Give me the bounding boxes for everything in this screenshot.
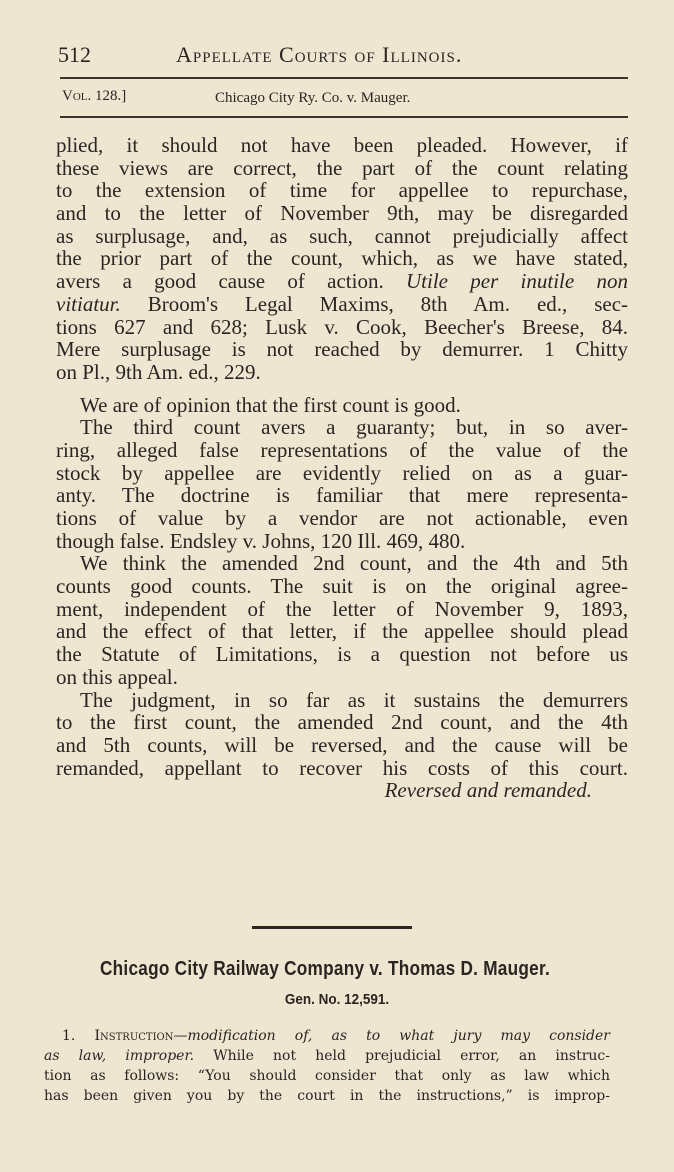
latin-maxim: Utile per inutile non [406,269,628,294]
running-title: Appellate Courts of Illinois. [176,42,463,67]
text-line: and to the letter of November 9th, may be disregarded [56,201,628,226]
text-line: We think the amended 2nd count, and the 4th and 5th [80,551,628,576]
latin-maxim-end: vitiatur. [56,291,121,316]
opinion-text [56,134,628,802]
text-line: and 5th counts, will be reversed, and the cause will be [56,732,628,757]
text-line: the prior part of the count, which, as we have stated, [56,246,628,271]
text-line: on this appeal. [56,664,178,689]
text-line: tions of value by a vendor are not actionable, even [56,506,628,530]
section-divider [252,926,412,929]
headnote-text: While not held prejudicial error, an instruc- [213,1048,610,1064]
headnote-line: has been given you by the court in the instructions,” is improp- [44,1088,610,1104]
text-line: ment, independent of the letter of November 9, 1893, [56,596,628,621]
text-line: remanded, appellant to recover his costs of this court. [56,755,628,780]
disposition: Reversed and remanded. [384,778,592,803]
text-line: stock by appellee are evidently relied on as a guar- [56,460,628,485]
case-title: Chicago City Railway Company v. Thomas D. Mauger. [99,958,551,980]
text-line: though false. Endsley v. Johns, 120 Ill. 469, 480. [56,528,466,553]
text-line: ring, alleged false representations of the value of the [56,437,628,462]
headnote-subtopic-end: as law, improper. [44,1048,195,1064]
text-fragment: avers a good cause of action. [56,269,384,294]
text-line: counts good counts. The suit is on the original agree- [56,574,628,599]
headnote-line: tion as follows: “You should consider that only as law which [44,1068,610,1084]
text-fragment: Broom's Legal Maxims, 8th Am. ed., sec- [147,291,629,316]
headnote-subtopic: —modification of, as to what jury may consider [173,1028,610,1044]
text-line: tions 627 and 628; Lusk v. Cook, Beecher's Breese, 84. [56,314,628,339]
headnote [44,1026,610,1106]
text-line [56,293,628,316]
general-number: Gen. No. 12,591. [284,991,390,1008]
text-line: these views are correct, the part of the count relating [56,155,628,180]
page-number: 512 [58,42,91,67]
header-rule-bottom [60,116,628,118]
headnote-number: 1. [62,1028,76,1044]
text-line: The third count avers a guaranty; but, in so aver- [80,415,628,440]
text-line: Mere surplusage is not reached by demurrer. 1 Chitty [56,337,628,362]
text-line: The judgment, in so far as it sustains the demurrers [80,687,628,712]
text-line: as surplusage, and, as such, cannot prejudicially affect [56,223,628,248]
text-line: on Pl., 9th Am. ed., 229. [56,359,261,384]
text-line [56,270,628,293]
text-line: plied, it should not have been pleaded. However, if [56,133,628,157]
header-rule-top [60,77,628,79]
text-line: and the effect of that letter, if the appellee should plead [56,619,628,644]
text-line: We are of opinion that the first count is good. [80,392,461,417]
headnote-line [44,1046,610,1066]
text-line: anty. The doctrine is familiar that mere representa- [56,483,628,508]
text-line: to the first count, the amended 2nd count, and the 4th [56,710,628,735]
volume-label: Vol. 128.] [62,88,127,104]
text-line: the Statute of Limitations, is a question not before us [56,642,628,667]
text-line: to the extension of time for appellee to repurchase, [56,178,628,203]
headnote-line [44,1026,610,1046]
case-short-title: Chicago City Ry. Co. v. Mauger. [215,90,411,106]
headnote-topic: Instruction [94,1028,174,1044]
